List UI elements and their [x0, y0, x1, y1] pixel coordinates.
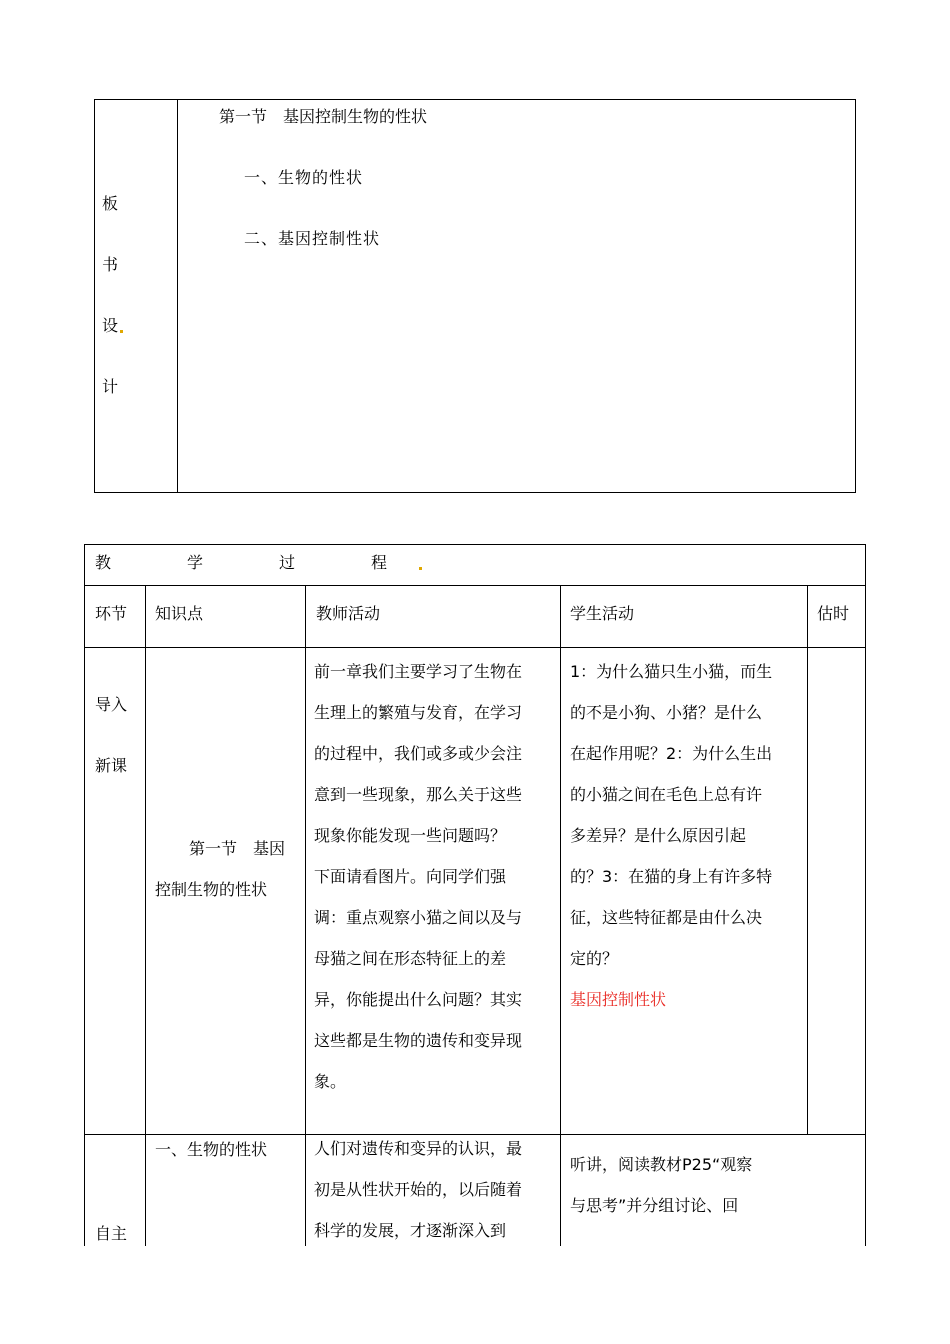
knowledge-point: 一、生物的性状: [155, 1140, 268, 1159]
board-design-table: [94, 99, 856, 493]
student-activity: 1：为什么猫只生小猫，而生 的不是小狗、小猪？是什么 在起作用呢？2：为什么生出 的小猫之间在毛色上总有许 多差异？是什么原因引起 的？3：在猫的身上有许多特 征，这些特征都是由什么决 定的？ 基因控制性状: [570, 651, 802, 1020]
board-section-title: 第一节 基因控制生物的性状: [219, 107, 428, 126]
board-label-char: 计: [102, 377, 119, 396]
board-point-2: 二、基因控制性状: [244, 229, 381, 248]
student-answer: 基因控制性状: [570, 990, 667, 1009]
knowledge-point: 第一节 基因: [189, 839, 286, 858]
header-teacher: 教师活动: [316, 604, 381, 623]
knowledge-point: 控制生物的性状: [155, 880, 268, 899]
board-point-1: 一、生物的性状: [244, 168, 364, 187]
column-divider: [560, 585, 561, 1246]
teacher-activity: 人们对遗传和变异的认识，最 初是从性状开始的，以后随着 科学的发展，才逐渐深入到: [314, 1139, 523, 1240]
board-label-char: 板: [102, 194, 119, 213]
stage-label: 新课: [95, 756, 128, 775]
header-stage: 环节: [95, 604, 128, 623]
column-divider: [177, 100, 178, 492]
header-knowledge: 知识点: [155, 604, 204, 623]
stage-label: 导入: [95, 695, 128, 714]
process-title: 教 学 过 程: [95, 550, 422, 573]
teacher-activity: 前一章我们主要学习了生物在 生理上的繁殖与发育，在学习 的过程中，我们或多或少会注 意到一些现象，那么关于这些 现象你能发现一些问题吗？ 下面请看图片。向同学们强 调：重点观察小猫之间以及与 母猫之间在形态特征上的差 异，你能提出什么问题？其实 这些都是生物的遗传和变异现 象。: [314, 662, 523, 1091]
teaching-process-table: [84, 544, 866, 1246]
student-activity: 听讲，阅读教材P25“观察 与思考”并分组讨论、回: [570, 1155, 753, 1215]
row-divider: [85, 647, 865, 648]
column-divider: [145, 585, 146, 1246]
column-divider: [807, 585, 808, 1134]
header-time: 估时: [817, 604, 850, 623]
stage-label: 自主: [95, 1224, 128, 1243]
row-divider: [85, 585, 865, 586]
column-divider: [305, 585, 306, 1246]
header-student: 学生活动: [570, 604, 635, 623]
highlight-mark: [419, 567, 422, 570]
board-label-char: 书: [102, 255, 119, 274]
board-label-char: 设: [102, 313, 123, 336]
highlight-mark: [120, 330, 123, 333]
